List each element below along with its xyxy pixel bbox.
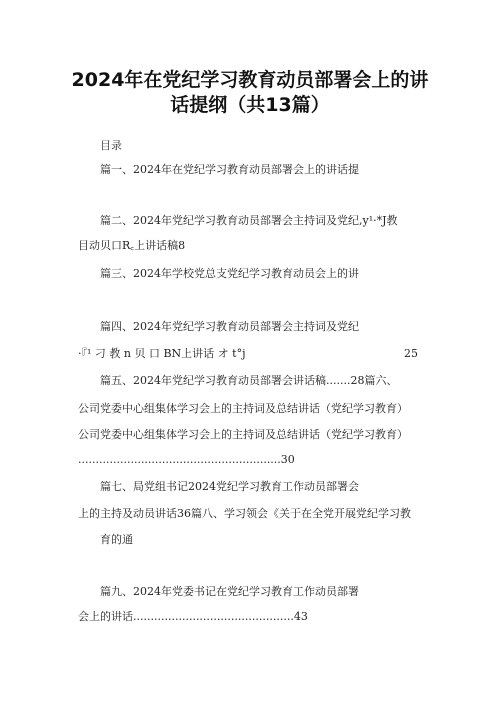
toc-entry-6-line-1: 公司党委中心组集体学习会上的主持词及总结讲话（党纪学习教育） <box>78 402 408 415</box>
toc-entry-5: 篇五、2024年党纪学习教育动员部署会讲话稿.......28篇六、 <box>100 374 398 387</box>
toc-entry-9-continued: 会上的讲话..............................................43 <box>78 610 308 623</box>
toc-entry-9: 篇九、2024年党委书记在党纪学习教育工作动员部署 <box>100 585 359 598</box>
toc-entry-3: 篇三、2024年学校党总支党纪学习教育动员会上的讲 <box>100 267 359 280</box>
toc-entry-2: 篇二、2024年党纪学习教育动员部署会主持词及党纪,y¹·*J教 <box>100 214 398 227</box>
toc-heading: 目录 <box>100 139 122 152</box>
toc-entry-2-continued: 目动贝口R꜀上讲话稿8 <box>78 239 186 252</box>
toc-entry-4-continued: ·『¹ 刁 教 n 贝 口 BN上讲话 オ t°j <box>78 347 246 360</box>
toc-entry-4-page-number: 25 <box>404 347 418 360</box>
toc-entry-7-continued: 上的主持及动员讲话36篇八、学习领会《关于在全党开展党纪学习教 <box>78 507 411 520</box>
toc-entry-1: 篇一、2024年在党纪学习教育动员部署会上的讲话提 <box>100 163 359 176</box>
toc-entry-7: 篇七、局党组书记2024党纪学习教育工作动员部署会 <box>100 480 359 493</box>
toc-entry-8-continued: 育的通 <box>100 533 133 546</box>
toc-entry-6-line-2: 公司党委中心组集体学习会上的主持词及总结讲话（党纪学习教育） <box>78 428 408 441</box>
toc-entry-4: 篇四、2024年党纪学习教育动员部署会主持词及党纪 <box>100 320 359 333</box>
toc-entry-6-leader: ..........................................................30 <box>78 453 295 466</box>
document-title-line-2: 话提纲（共13篇） <box>170 94 330 116</box>
document-title-line-1: 2024年在党纪学习教育动员部署会上的讲 <box>71 69 429 91</box>
